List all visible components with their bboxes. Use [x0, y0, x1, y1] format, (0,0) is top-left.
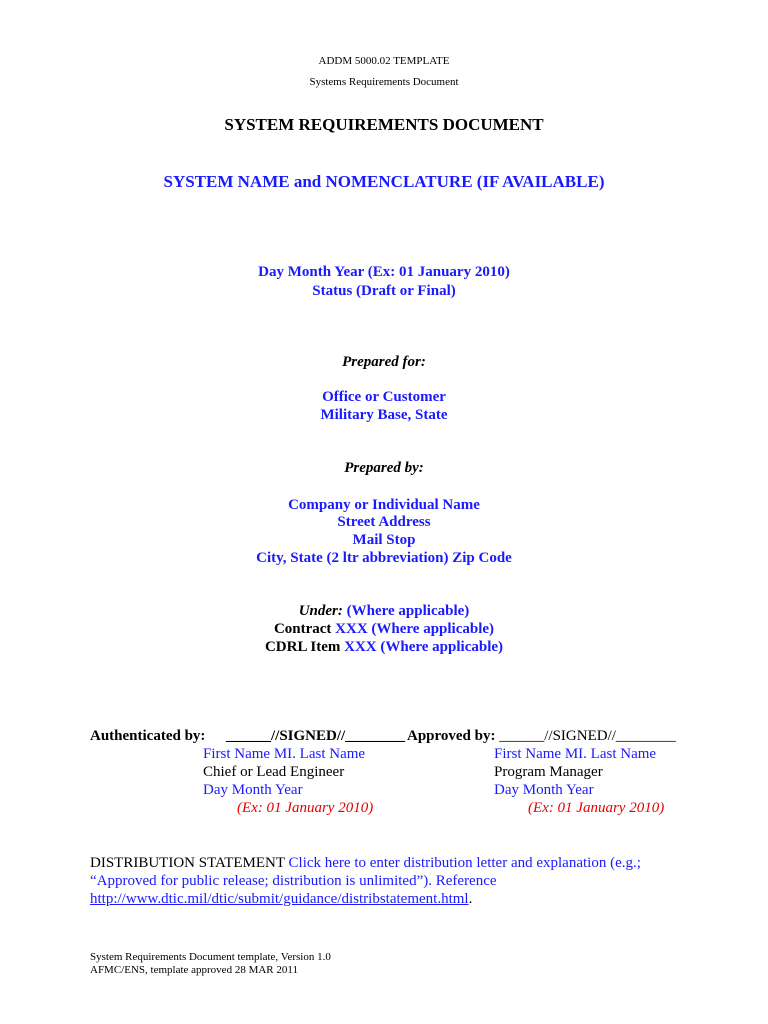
right-signer-date-example: (Ex: 01 January 2010)	[528, 800, 665, 816]
under-line	[0, 602, 768, 620]
prepared-for-office: Office or Customer	[322, 389, 446, 405]
approved-signed: ______//SIGNED//________	[495, 728, 676, 744]
distribution-statement	[90, 854, 690, 908]
cdrl-value: XXX (Where applicable)	[344, 639, 504, 655]
distribution-line-1	[90, 854, 690, 872]
prepared-by-company: Company or Individual Name	[288, 497, 480, 513]
prepared-by-label: Prepared by:	[344, 460, 424, 476]
footer-approval: AFMC/ENS, template approved 28 MAR 2011	[90, 964, 298, 976]
cdrl-line	[0, 638, 768, 656]
date-line: Day Month Year (Ex: 01 January 2010)	[258, 264, 510, 280]
header-template-id: ADDM 5000.02 TEMPLATE	[318, 55, 450, 67]
approved-by-line	[407, 727, 676, 745]
left-signer-date-example: (Ex: 01 January 2010)	[237, 800, 374, 816]
distribution-text-1[interactable]: Click here to enter distribution letter and explanation (e.g.;	[288, 855, 641, 871]
under-value: (Where applicable)	[342, 603, 470, 619]
distribution-link[interactable]: http://www.dtic.mil/dtic/submit/guidance/distribstatement.html	[90, 891, 469, 907]
contract-line	[0, 620, 768, 638]
cdrl-label: CDRL Item	[264, 639, 345, 655]
contract-label: Contract	[273, 621, 336, 637]
prepared-by-street: Street Address	[337, 514, 431, 530]
contract-value: XXX (Where applicable)	[335, 621, 495, 637]
prepared-for-base: Military Base, State	[320, 407, 448, 423]
authenticated-by-label: Authenticated by:	[90, 728, 206, 744]
under-label: Under:	[298, 603, 343, 619]
prepared-for-label: Prepared for:	[342, 354, 426, 370]
right-signer-date: Day Month Year	[494, 782, 594, 798]
left-signer-date: Day Month Year	[203, 782, 303, 798]
prepared-by-mailstop: Mail Stop	[352, 532, 416, 548]
page-title: SYSTEM REQUIREMENTS DOCUMENT	[224, 115, 544, 134]
right-signer-title: Program Manager	[494, 764, 603, 780]
footer-version: System Requirements Document template, Version 1.0	[90, 951, 331, 963]
right-signer-name: First Name MI. Last Name	[494, 746, 657, 762]
distribution-label: DISTRIBUTION STATEMENT	[90, 855, 289, 871]
left-signer-name: First Name MI. Last Name	[203, 746, 366, 762]
system-name: SYSTEM NAME and NOMENCLATURE (IF AVAILABLE)	[163, 172, 605, 191]
authenticated-signed: ______//SIGNED//________	[226, 728, 406, 744]
distribution-text-2[interactable]: “Approved for public release; distribution is unlimited”). Reference	[90, 873, 497, 889]
left-signer-title: Chief or Lead Engineer	[203, 764, 345, 780]
header-doc-type: Systems Requirements Document	[309, 76, 459, 88]
prepared-by-city: City, State (2 ltr abbreviation) Zip Code	[256, 550, 512, 566]
distribution-line-3	[90, 890, 690, 908]
approved-by-label: Approved by:	[407, 728, 496, 744]
distribution-end: .	[468, 891, 473, 907]
status-line: Status (Draft or Final)	[312, 283, 456, 299]
